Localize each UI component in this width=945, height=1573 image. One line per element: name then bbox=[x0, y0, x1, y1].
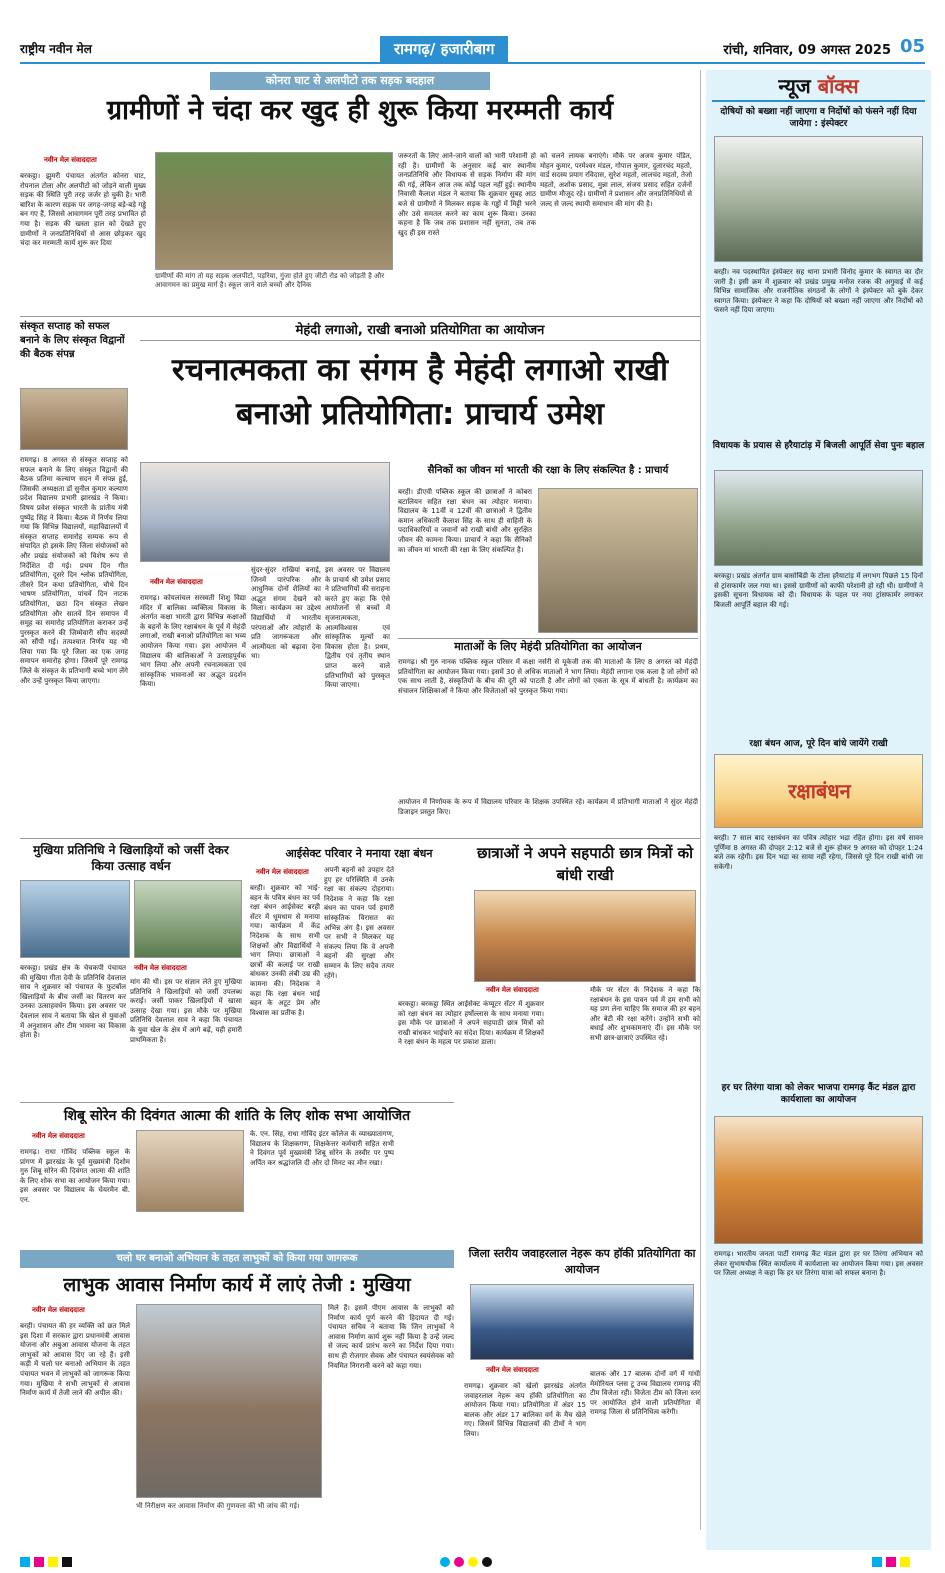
a6-body-2: मौके पर सेंटर के निदेशक ने कहा कि रक्षाबंधन के इस पावन पर्व में हम सभी को यह प्रण लेना चाहिए कि समाज की हर बहन और बेटी की रक्षा करेंगे। उन्होंने सभी को बधाई और शुभकामनाएं दीं। इस मौके पर सभी छात्र-छात्राएं उपस्थित रहे। bbox=[590, 986, 700, 1042]
a3-sub2-body: रामगढ़। श्री गुरु नानक पब्लिक स्कूल परिसर में कक्षा नर्सरी से यूकेजी तक की माताओं के लिए 8 अगस्त को मेहंदी प्रतियोगिता का आयोजन किया गया। इसमें 30 से अधिक माताओं ने भाग लिया। मेहंदी लगाना एक कला है जो लोगों को एक साथ लाती है, संस्कृतियों के बीच की दूरी को पाटती है और लोगों को एकता के सूत्र में बांधती है। कार्यक्रम का संचालन शिक्षिकाओं ने किया और विजेताओं को पुरस्कृत किया गया। bbox=[398, 658, 698, 695]
cyan-swatch-right bbox=[872, 1557, 882, 1567]
a7-tribute-photo bbox=[136, 1130, 244, 1212]
color-registration-bar-right bbox=[872, 1552, 914, 1571]
a1-kicker: कोनरा घाट से अलपीटो तक सड़क बदहाल bbox=[210, 72, 490, 90]
sidebar-story-3-body: बरही। 7 साल बाद रक्षाबंधन का पवित्र त्योहार भद्रा रहित होगा। इस वर्ष सावन पूर्णिमा 8 अगस्त की दोपहर 2:12 बजे से शुरू होकर 9 अगस्त को दोपहर 1:24 बजे तक रहेगी। इस दिन भद्रा का साया नहीं रहेगा, जिससे पूरे दिन राखी बांधी जा सकेगी। bbox=[714, 834, 923, 871]
a9-body-2: बालक और 17 बालक दोनों वर्ग में गांधी मेमोरियल प्लस टू उच्च विद्यालय रामगढ़ की टीम विजेता रही। विजेता टीम को जिला स्तर पर आयोजित होने वाली प्रतियोगिता में रामगढ़ जिला से प्रतिनिधित्व करेगी। bbox=[590, 1370, 700, 1417]
sidebar-story-1-body: बरही। नव पदस्थापित इंस्पेक्टर सह थाना प्रभारी विनोद कुमार के स्वागत का दौर जारी है। इसी क्रम में शुक्रवार को प्रखंड प्रमुख मनोज रजक की अगुवाई में कई विभिन्न सामाजिक और राजनीतिक संगठनों के लोगों ने इंस्पेक्टर को बुके देकर स्वागत किया। इंस्पेक्टर ने कहा कि दोषियों को बख्शा नहीं जाएगा और निर्दोषों को फंसने नहीं दिया जाएगा। bbox=[714, 268, 923, 315]
brand-name: राष्ट्रीय नवीन मेल bbox=[20, 42, 92, 56]
a6-byline: नवीन मेल संवाददाता bbox=[486, 986, 539, 994]
a3-headline: रचनात्मकता का संगम है मेहंदी लगाओ राखी बनाओ प्रतियोगिता: प्राचार्य उमेश bbox=[171, 352, 669, 432]
a3-sub2-tail: आयोजन में निर्णायक के रूप में विद्यालय परिवार के शिक्षक उपस्थित रहे। कार्यक्रम में प्रतिभागी माताओं ने सुंदर मेहंदी डिजाइन प्रस्तुत किए। bbox=[398, 798, 698, 816]
black-dot bbox=[482, 1557, 492, 1567]
a9-body-1: रामगढ़। शुक्रवार को खेलो झारखंड अंतर्गत जवाहरलाल नेहरू कप हॉकी प्रतियोगिता का आयोजन किया गया। प्रतियोगिता में अंडर 15 बालक और अंडर 17 बालिका वर्ग के मैच खेले गए। जिसमें विभिन्न विद्यालयों की टीमों ने भाग लिया। bbox=[464, 1382, 586, 1438]
a8-photo-caption: भी निरीक्षण कर आवास निर्माण की गुणवत्ता की भी जांच की गई। bbox=[136, 1502, 300, 1510]
yellow-dot bbox=[468, 1557, 478, 1567]
a8-house-photo bbox=[136, 1304, 322, 1498]
a8-body-2: मिले हैं। इसमें पीएम आवास के लाभुकों को निर्माण कार्य पूर्ण करने की हिदायत दी गई। पंचायत सचिव ने बताया कि जिन लाभुकों ने आवास निर्माण कार्य शुरू नहीं किया है उन्हें जल्द से जल्द कार्य प्रारंभ करने का निर्देश दिया गया। साथ ही रोजगार सेवक और पंचायत स्वयंसेवक को नियमित निगरानी करने को कहा गया। bbox=[328, 1304, 454, 1370]
a7-byline: नवीन मेल संवाददाता bbox=[32, 1132, 85, 1140]
a3-students-photo bbox=[140, 462, 390, 562]
news-box-sidebar bbox=[706, 70, 931, 1550]
a7-body-2: के. एन. सिंह, राधा गोविंद इंटर कॉलेज के व्याख्यातागण, विद्यालय के शिक्षकगण, शिक्षकेत्तर कर्मचारी सहित सभी ने दिवंगत पूर्व मुख्यमंत्री शिबू सोरेन के तस्वीर पर पुष्प अर्पित कर श्रद्धांजलि दी और दो मिनट का मौन रखा। bbox=[250, 1130, 394, 1167]
sidebar-story-2-headline: विधायक के प्रयास से हरैयाटांड़ में बिजली आपूर्ति सेवा पुनः बहाल bbox=[712, 441, 925, 451]
a6-body-1: बरकट्ठा। बरकट्ठा स्थित आईसेक्ट कंप्यूटर सेंटर में शुक्रवार को रक्षा बंधन का त्योहार हर्षोल्लास के साथ मनाया गया। इस मौके पर छात्राओं ने अपने सहपाठी छात्र मित्रों को राखी बांधकर भाईचारे का संदेश दिया। कार्यक्रम में शिक्षकों ने रक्षा बंधन के महत्व पर प्रकाश डाला। bbox=[398, 1000, 544, 1047]
a3-sub1-photo bbox=[538, 488, 698, 633]
a3-body-2: सुंदर-सुंदर राखियां बनाई, जिनमें पारंपरिक और आधुनिक दोनों शैलियों का अद्भुत संगम देखने को मिला। कार्यक्रम का उद्देश्य विद्यार्थियों में भारतीय परंपराओं और त्योहारों के प्रति जागरूकता और आत्मीयता को बढ़ावा देना था। bbox=[251, 566, 321, 661]
a1-photo-caption: ग्रामीणों की मांग तो यह सड़क अलपीटो, पड़रिया, गुंजा होते हुए जीटी रोड को जोड़ती है और आवागमन का प्रमुख मार्ग है। स्कूल जाने वाले बच्चों और दैनिक bbox=[155, 272, 385, 289]
news-box-heading bbox=[706, 72, 931, 99]
a5-body-1: बरही। शुक्रवार को भाई-बहन के पवित्र बंधन का पर्व रक्षा बंधन आईसेक्ट बरही सेंटर में धूमधाम से मनाया गया। कार्यक्रम में केंद्र निदेशक के साथ सभी शिक्षकों और विद्यार्थियों ने भाग लिया। छात्राओं ने छात्रों की कलाई पर राखी बांधकर उनकी लंबी उम्र की कामना की। निदेशक ने कहा कि रक्षा बंधन भाई बहन के अटूट प्रेम और विश्वास का प्रतीक है। bbox=[250, 884, 320, 1017]
color-registration-bar bbox=[20, 1552, 76, 1571]
a8-body-1: बरही। पंचायत की हर व्यक्ति को छत मिले इस दिशा में सरकार द्वारा प्रधानमंत्री आवास योजना और अबुआ आवास योजना के तहत लाभुकों को आवास दिए जा रहे हैं। इसी कड़ी में चलो घर बनाओ अभियान के तहत पंचायत भवन में लाभुकों को जागरूक किया गया। मुखिया ने सभी लाभुकों से आवास निर्माण कार्य में तेजी लाने की अपील की। bbox=[20, 1322, 130, 1398]
a3-byline: नवीन मेल संवाददाता bbox=[150, 578, 203, 586]
a4-byline: नवीन मेल संवाददाता bbox=[134, 964, 187, 972]
a8-headline: लाभुक आवास निर्माण कार्य में लाएं तेजी : मुखिया bbox=[63, 1274, 411, 1296]
a8-byline: नवीन मेल संवाददाता bbox=[32, 1306, 85, 1314]
magenta-swatch bbox=[34, 1557, 44, 1567]
sidebar-story-3-headline: रक्षा बंधन आज, पूरे दिन बांधे जायेंगे राखी bbox=[749, 739, 888, 749]
yellow-swatch-right bbox=[900, 1557, 910, 1567]
sidebar-story-2-body: बरकट्ठा। प्रखंड अंतर्गत ग्राम बासोबिंडी के टोला हरैयाटांड़ में लगभग पिछले 15 दिनों से ट्रांसफार्मर जल गया था। इससे ग्रामीणों को काफी परेशानी हो रही थी। ग्रामीणों ने इसकी सूचना विधायक को दी। विधायक के पहल पर नया ट्रांसफार्मर लगाकर बिजली आपूर्ति बहाल की गई। bbox=[714, 572, 923, 609]
news-box-rule bbox=[712, 100, 925, 102]
a1-headline: ग्रामीणों ने चंदा कर खुद ही शुरू किया मरम्मती कार्य bbox=[106, 95, 614, 126]
a2-body: रामगढ़। 8 अगस्त से संस्कृत सप्ताह को सफल बनाने के लिए संस्कृत विद्वानों की बैठक प्रतिमा कल्याण सदन में संपन्न हुई, जिसकी अध्यक्षता डॉ सुनील कुमार कल्याण प्रदेश विद्यालय प्रभारी झारखंड ने किया। विषय प्रवेश संस्कृत भारती के प्रांतीय मंत्री पुष्पेंद्र सिंह ने किया। बैठक में निर्णय लिया गया कि विभिन्न विद्यालयों, महाविद्यालयों में संस्कृत सप्ताह समारोह सम्यक रूप से संपादित हो इसके लिए जिला संयोजकों को और प्रखंड संयोजकों को विशेष रूप से निर्देशित दी गई। प्रथम दिन गीत प्रतियोगिता, दूसरे दिन श्लोक प्रतियोगिता, तीसरे दिन कथा प्रतियोगिता, चौथे दिन भाषण प्रतियोगिता, पांचवें दिन नाटक प्रतियोगिता, छठा दिन संस्कृत लेखन प्रतियोगिता और सातवें दिन समापन में समूह का समारोह प्रतियोगिता कराकर उन्हें पुरस्कृत करने की जिम्मेवारी सौंप सदस्यों को सौंपी गई। तत्पश्चात निर्णय यह भी लिया गया कि पूरे जिला का एक जगह समापन समारोह होगा। जिसमें पूरे रामगढ़ जिले के संस्कृत के प्रतिभागी बच्चे भाग लेंगे और उन्हें पुरस्कृत किया जाएगा। bbox=[20, 456, 128, 685]
issue-date: रांची, शनिवार, 09 अगस्त 2025 bbox=[723, 43, 891, 58]
a4-body-2: मांग की थी। इस पर संज्ञान लेते हुए मुखिया प्रतिनिधि ने खिलाड़ियों को जर्सी उपलब्ध कराई। जर्सी पाकर खिलाड़ियों में खासा उत्साह देखा गया। इस मौके पर मुखिया प्रतिनिधि देवलाल साव ने कहा कि पंचायत के युवा खेल के क्षेत्र में आगे बढ़ें, यही हमारी प्राथमिकता है। bbox=[130, 978, 242, 1044]
black-swatch bbox=[62, 1557, 72, 1567]
section-rule-1 bbox=[20, 316, 700, 317]
news-box-heading-word-1: न्यूज bbox=[778, 74, 818, 98]
a2-headline: संस्कृत सप्ताह को सफल बनाने के लिए संस्कृत विद्वानों की बैठक संपन्न bbox=[20, 321, 125, 360]
sidebar-story-4-body: रामगढ़। भारतीय जनता पार्टी रामगढ़ कैंट मंडल द्वारा हर घर तिरंगा अभियान को लेकर सुभाषचौक स्थित कार्यालय में कार्यशाला का आयोजन किया गया। इस अवसर पर जिला अध्यक्ष ने कहा कि हर घर तिरंगा यात्रा को सफल बनाना है। bbox=[714, 1250, 923, 1278]
a2-meeting-photo bbox=[20, 388, 128, 450]
magenta-dot bbox=[454, 1557, 464, 1567]
sidebar-story-4-photo bbox=[714, 1116, 923, 1244]
a4-jersey-photo bbox=[134, 880, 242, 958]
a3-body-1: रामगढ़। कोयलांचल सरस्वती शिशु विद्या मंदिर में बालिका व्यक्तित्व विकास के अंतर्गत कक्षा भारती द्वारा विभिन्न कक्षाओं के बहनों के लिए रक्षाबंधन के पूर्व में मेहंदी लगाओ, राखी बनाओ प्रतियोगिता का भव्य आयोजन किया गया। इस आयोजन में विद्यालय की बालिकाओं ने उत्साहपूर्वक भाग लिया और अपनी रचनात्मकता एवं सांस्कृतिक भावनाओं का अद्भुत प्रदर्शन किया। bbox=[140, 594, 246, 689]
sidebar-story-2-photo bbox=[714, 470, 923, 566]
a1-road-photo bbox=[155, 152, 393, 270]
page-number: 05 bbox=[899, 36, 925, 57]
a5-body-2: अपनी बहनों को उपहार देते हुए हर परिस्थिति में उनके रक्षा का संकल्प दोहराया। निदेशक ने कहा कि रक्षा बंधन का पावन पर्व हमारी सांस्कृतिक विरासत का अभिन्न अंग है। इस अवसर पर सभी ने मिलकर यह संकल्प लिया कि वे अपनी बहनों की सुरक्षा और सम्मान के लिए सदैव तत्पर रहेंगे। bbox=[324, 866, 394, 980]
color-registration-dots bbox=[440, 1552, 496, 1571]
sidebar-story-4-headline: हर घर तिरंगा यात्रा को लेकर भाजपा रामगढ़ कैंट मंडल द्वारा कार्यशाला का आयोजन bbox=[721, 1083, 916, 1105]
a6-headline: छात्राओं ने अपने सहपाठी छात्र मित्रों को बांधी राखी bbox=[476, 844, 694, 884]
a1-body-3: को चलने लायक बनाएंगे। मौके पर अजय कुमार पंडित, मोहन कुमार, परमेश्वर मंडल, गोपाल कुमार, दुलारचंद महतो, वार्ड सदस्य प्रयाग रविदास, सुरेश महतो, लालचंद महतो, तेजो महतो, अशोक प्रसाद, मुन्ना लाल, संजय प्रसाद सहित दर्जनों ग्रामीण मौजूद रहे। ग्रामीणों ने प्रशासन और जनप्रतिनिधियों से जल्द से जल्द स्थायी समाधान की मांग की है। bbox=[540, 152, 692, 208]
a1-byline: नवीन मेल संवाददाता bbox=[44, 156, 97, 164]
a3-sub1-body: बरही। डीएवी पब्लिक स्कूल की छात्राओं ने कोबरा बटालियन सहित रक्षा बंधन का त्योहार मनाया। विद्यालय के 11वीं व 12वीं की छात्राओं ने द्वितीय कमान अधिकारी कैलाश सिंह के साथ ही वाहिनी के पदाधिकारियों व जवानों को राखी बांधी और सुरक्षित जीवन की कामना किया। प्राचार्य ने कहा कि सैनिकों का जीवन मां भारती की रक्षा के लिए संकल्पित है। bbox=[398, 488, 532, 554]
a1-body-2: जरूरतों के लिए आने-जाने वालों को भारी परेशानी हो रही है। ग्रामीणों के अनुसार कई बार स्थानीय जनप्रतिनिधि और विधायक से सड़क निर्माण की मांग की गई, लेकिन आज तक कोई पहल नहीं हुई। स्थानीय निवासी कैलाश मंडल ने बताया कि शुक्रवार सुबह आठ बजे से ग्रामीणों ने मिलकर सड़क के गड्ढों में मिट्टी भरने और उसे समतल करने का काम शुरू किया। उनका कहना है कि जब तक प्रशासन नहीं सुनता, तब तक खुद ही इस रास्ते bbox=[398, 152, 536, 237]
section-title: रामगढ़/ हजारीबाग bbox=[380, 36, 508, 62]
a9-byline: नवीन मेल संवाददाता bbox=[486, 1366, 539, 1374]
section-rule-2 bbox=[20, 838, 700, 839]
a6-rakhi-photo bbox=[474, 890, 696, 982]
column-rule bbox=[700, 70, 701, 1530]
a3-sub1-headline: सैनिकों का जीवन मां भारती की रक्षा के लिए संकल्पित है : प्राचार्य bbox=[427, 465, 669, 476]
a4-team-photo bbox=[20, 880, 130, 958]
sidebar-story-1-headline: दोषियों को बख्शा नहीं जाएगा व निर्दोषों को फंसने नहीं दिया जायेगा : इंस्पेक्टर bbox=[720, 107, 917, 129]
section-rule-3 bbox=[20, 1102, 454, 1103]
a7-body-1: रामगढ़। राधा गोविंद पब्लिक स्कूल के प्रांगण में झारखंड के पूर्व मुख्यमंत्री दिशोम गुरु शिबू सोरेन की दिवंगत आत्मा की शांति के लिए शोक सभा का आयोजन किया गया। इस अवसर पर विद्यालय के चेयरमैन बी. एन. bbox=[20, 1148, 130, 1204]
a3-body-3: इस अवसर पर विद्यालय के प्राचार्य श्री उमेश प्रसाद ने प्रतिभागियों की सराहना करते हुए कहा कि ऐसे आयोजनों से बच्चों में सृजनात्मकता, आत्मविश्वास एवं सांस्कृतिक मूल्यों का विकास होता है। प्रथम, द्वितीय एवं तृतीय स्थान प्राप्त करने वाले प्रतिभागियों को पुरस्कृत किया जाएगा। bbox=[325, 566, 390, 690]
a9-hockey-photo bbox=[470, 1284, 694, 1360]
a7-headline: शिबू सोरेन की दिवंगत आत्मा की शांति के लिए शोक सभा आयोजित bbox=[63, 1108, 411, 1124]
a3-sub2-headline: माताओं के लिए मेहंदी प्रतियोगिता का आयोजन bbox=[398, 638, 698, 655]
rakhi-graphic-title: रक्षाबंधन bbox=[788, 779, 851, 803]
a9-headline: जिला स्तरीय जवाहरलाल नेहरू कप हॉकी प्रतियोगिता का आयोजन bbox=[468, 1247, 696, 1276]
magenta-swatch-right bbox=[886, 1557, 896, 1567]
a5-byline: नवीन मेल संवाददाता bbox=[256, 868, 309, 876]
sidebar-story-1-photo bbox=[714, 136, 923, 262]
a3-kicker: मेहंदी लगाओ, राखी बनाओ प्रतियोगिता का आयोजन bbox=[140, 322, 700, 341]
masthead bbox=[20, 34, 925, 64]
yellow-swatch bbox=[48, 1557, 58, 1567]
a1-body-1: बरकट्ठा। झुमरी पंचायत अंतर्गत कोनरा घाट, रोपनाल टोला और अलपीटो को जोड़ने वाली मुख्य सड़क की स्थिति पूरी तरह जर्जर हो चुकी है। भारी बारिश के कारण सड़क पर जगह-जगह बड़े-बड़े गड्ढे बन गए हैं, जिससे आवागमन पूरी तरह प्रभावित हो गया है। सड़क की खस्ता हाल को देखते हुए ग्रामीणों ने जनप्रतिनिधियों से आस छोड़कर खुद चंदा कर मरम्मती कार्य शुरू कर दिया bbox=[20, 172, 146, 248]
a4-body-1: बरकट्ठा। प्रखंड क्षेत्र के चेचकपी पंचायत की मुखिया गीता देवी के प्रतिनिधि देवलाल साव ने शुक्रवार को पंचायत के फुटबॉल खिलाड़ियों के बीच जर्सी का वितरण कर उनका उत्साहवर्धन किया। इस अवसर पर देवलाल साव ने बताया कि खेल से युवाओं में अनुशासन और टीम भावना का विकास होता है। bbox=[20, 964, 126, 1040]
a4-headline: मुखिया प्रतिनिधि ने खिलाड़ियों को जर्सी देकर किया उत्साह वर्धन bbox=[33, 843, 229, 873]
cyan-dot bbox=[440, 1557, 450, 1567]
cyan-swatch bbox=[20, 1557, 30, 1567]
a5-headline: आईसेक्ट परिवार ने मनाया रक्षा बंधन bbox=[285, 847, 433, 860]
a8-kicker: चलो घर बनाओ अभियान के तहत लाभुकों को किया गया जागरूक bbox=[20, 1250, 454, 1268]
news-box-heading-word-2: बॉक्स bbox=[817, 74, 859, 98]
sidebar-rakhi-graphic bbox=[714, 754, 923, 828]
